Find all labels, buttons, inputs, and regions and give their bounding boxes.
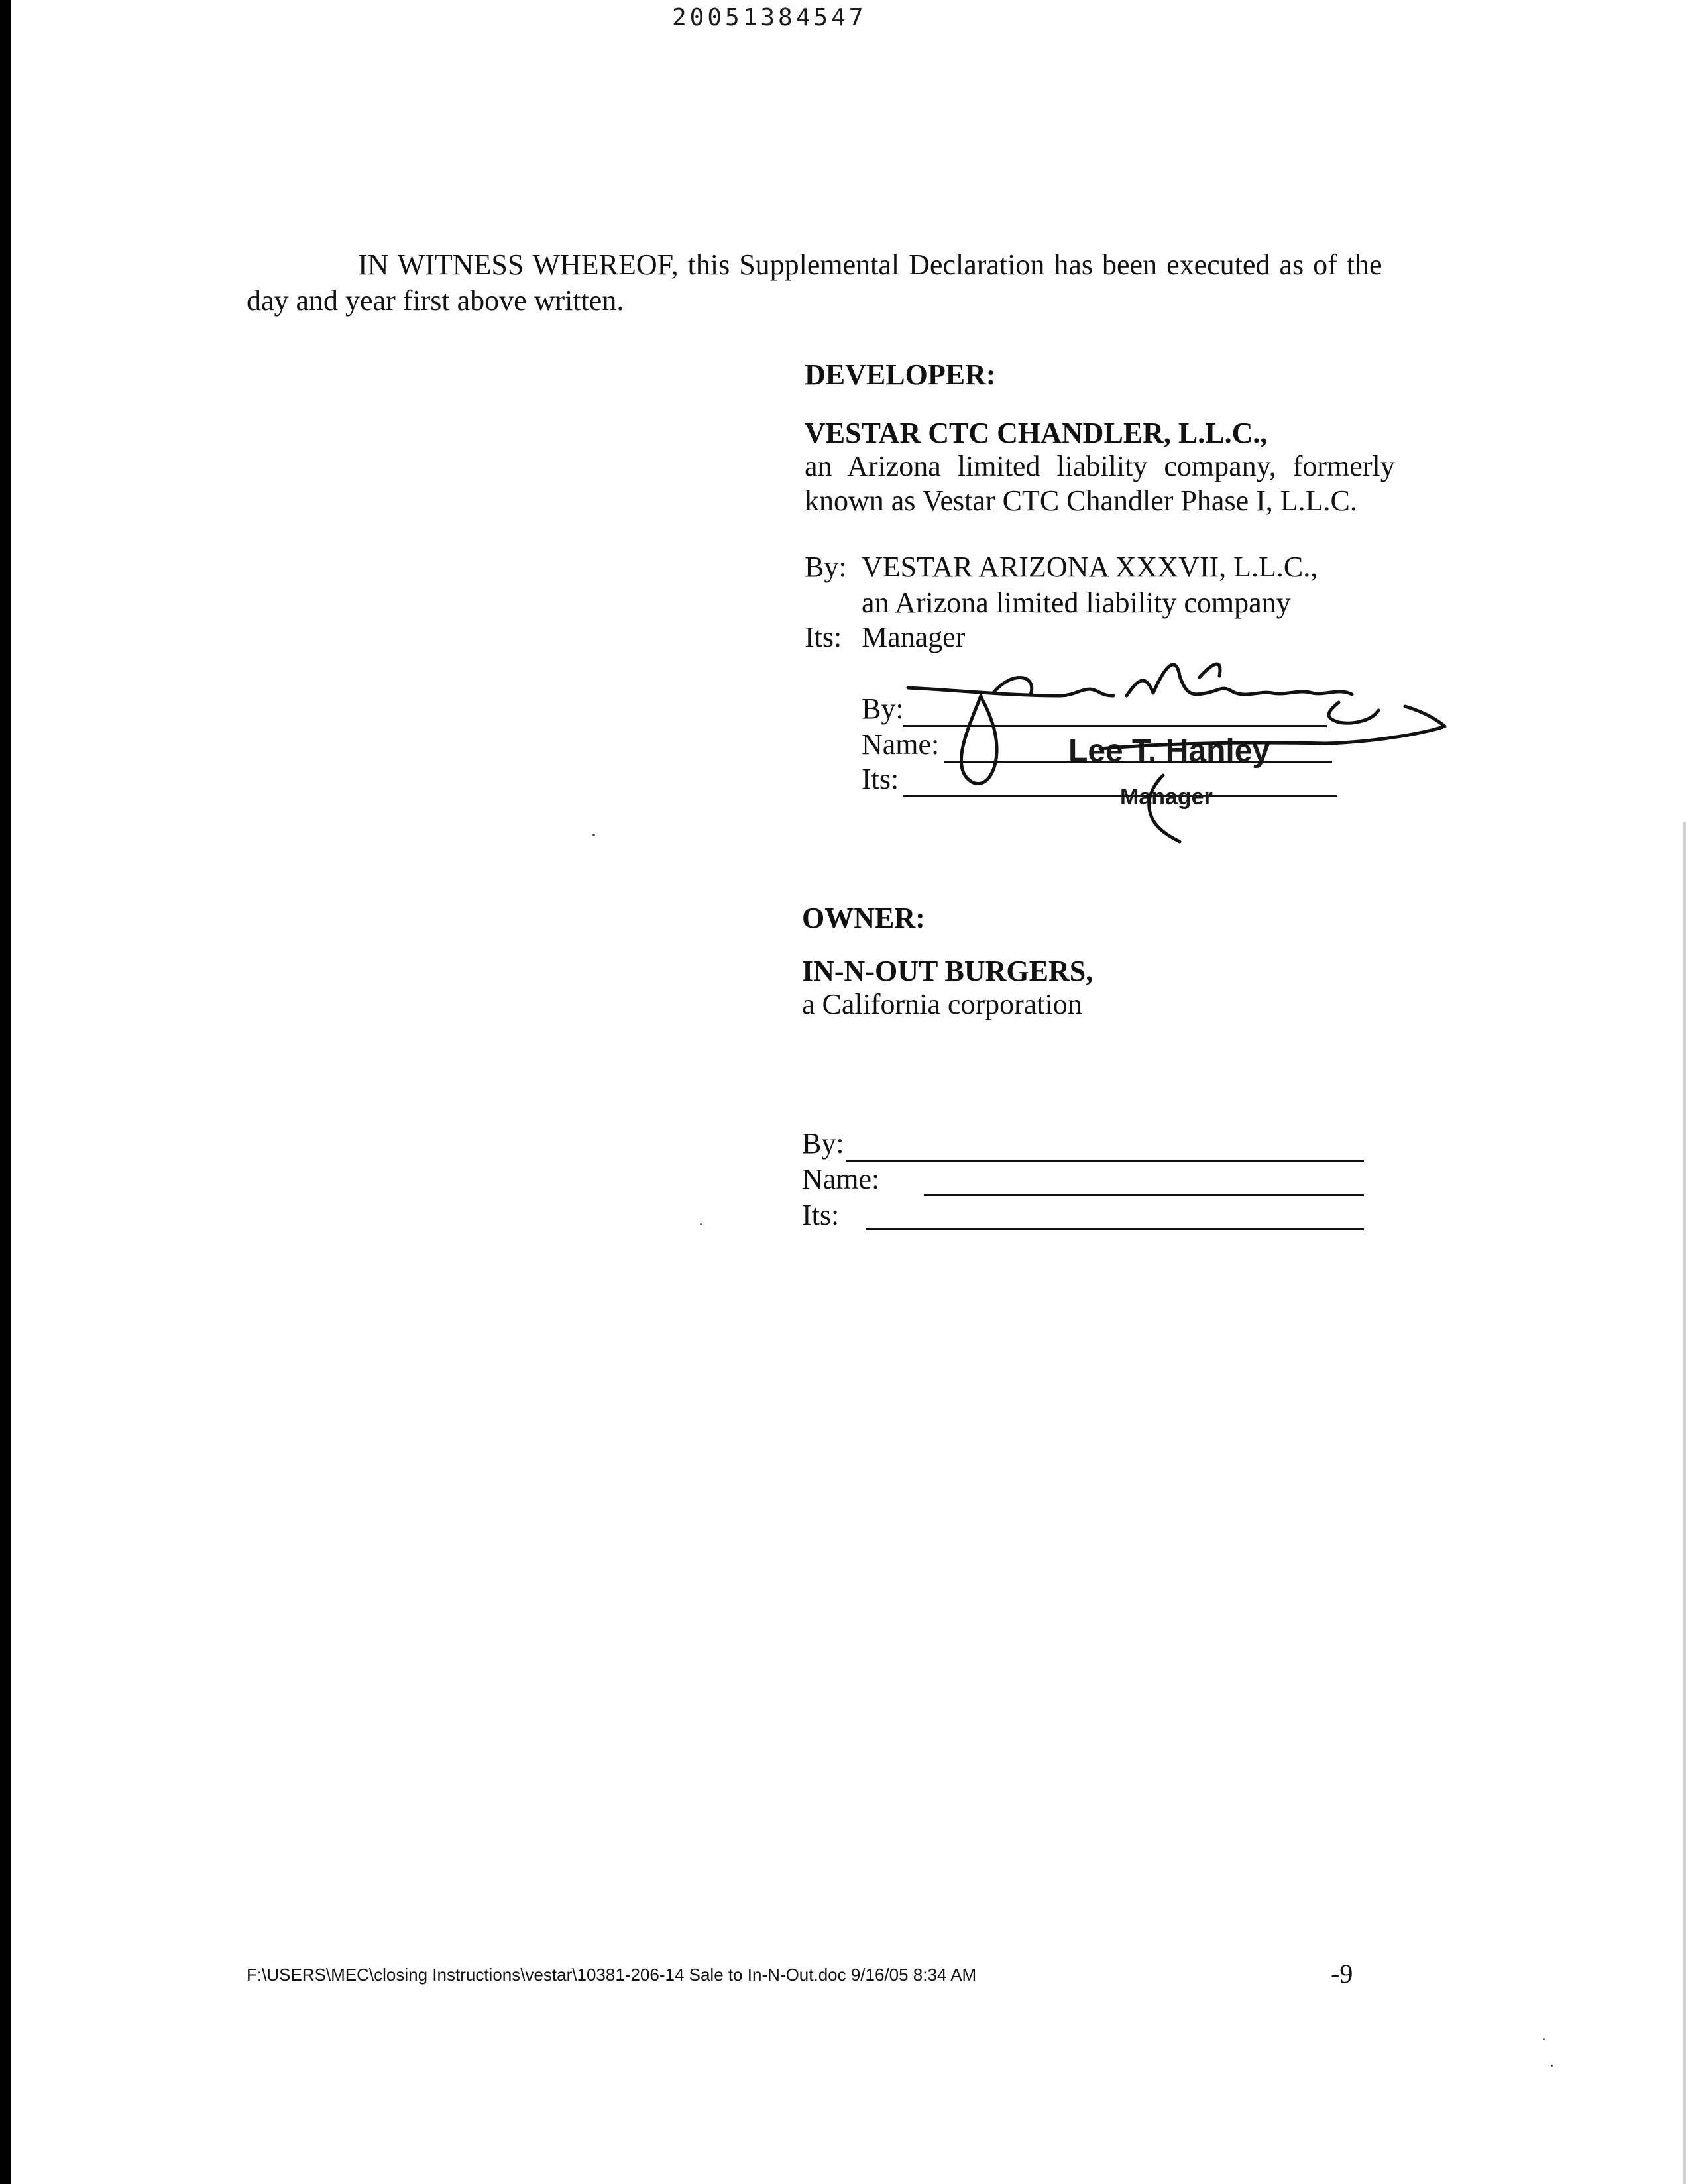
- recording-number: 20051384547: [672, 4, 867, 31]
- owner-by-line: [846, 1160, 1364, 1162]
- scan-speck: [592, 834, 595, 836]
- developer-its-label: Its:: [805, 621, 842, 653]
- scan-edge-left: [0, 0, 11, 2184]
- owner-name-label: Name:: [802, 1163, 880, 1195]
- developer-by-entity-desc: an Arizona limited liability company: [862, 586, 1291, 619]
- developer-entity-desc-line-1: an Arizona limited liability company, formerly: [805, 450, 1395, 482]
- owner-entity-name: IN-N-OUT BURGERS,: [802, 955, 1094, 987]
- developer-heading: DEVELOPER:: [805, 358, 996, 391]
- scan-speck: [1551, 2065, 1553, 2067]
- developer-entity-name: VESTAR CTC CHANDLER, L.L.C.,: [805, 417, 1268, 449]
- signer-its-label: Its:: [862, 763, 899, 795]
- handwritten-signature: [862, 649, 1458, 888]
- owner-by-label: By:: [802, 1127, 844, 1160]
- developer-by-label: By:: [805, 551, 847, 583]
- page-number: -9: [1331, 1959, 1353, 1989]
- scan-speck: [700, 1223, 702, 1225]
- signer-by-label: By:: [862, 692, 904, 725]
- owner-its-line: [866, 1228, 1364, 1230]
- scan-edge-right: [1683, 822, 1686, 2184]
- owner-its-label: Its:: [802, 1199, 840, 1231]
- developer-its-value: Manager: [862, 621, 966, 653]
- owner-entity-desc: a California corporation: [802, 988, 1082, 1020]
- owner-heading: OWNER:: [802, 902, 925, 934]
- scan-speck: [1543, 2038, 1545, 2040]
- witness-clause-line-1: IN WITNESS WHEREOF, this Supplemental Declaration has been executed as of the: [358, 248, 1382, 281]
- signer-title-stamp: Manager: [1120, 785, 1213, 810]
- owner-name-line: [924, 1194, 1364, 1196]
- signer-name-stamp: Lee T. Hanley: [1068, 734, 1270, 769]
- developer-by-entity: VESTAR ARIZONA XXXVII, L.L.C.,: [862, 551, 1318, 583]
- signer-name-label: Name:: [862, 728, 940, 761]
- witness-clause-line-2: day and year first above written.: [247, 284, 624, 317]
- footer-file-path: F:\USERS\MEC\closing Instructions\vestar\10381-206-14 Sale to In-N-Out.doc 9/16/05 8:34 AM: [247, 1965, 977, 1985]
- developer-entity-desc-line-2: known as Vestar CTC Chandler Phase I, L.L.C.: [805, 484, 1357, 517]
